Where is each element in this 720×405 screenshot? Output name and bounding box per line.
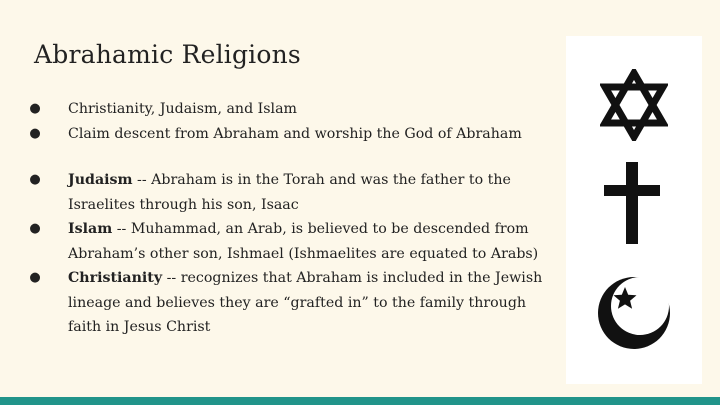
bullet-icon: ● <box>29 125 41 141</box>
intro-bullet-list <box>26 97 566 146</box>
christian-cross-icon <box>602 160 662 246</box>
list-item <box>26 97 566 122</box>
list-item-christianity <box>26 266 556 340</box>
bullet-icon: ● <box>29 172 41 187</box>
list-item-text: Christianity, Judaism, and Islam <box>68 101 297 117</box>
star-and-crescent-icon <box>596 273 674 351</box>
religious-symbols-panel <box>566 36 702 384</box>
star-of-david-icon <box>600 69 668 141</box>
religion-description: -- Abraham is in the Torah and was the father to the Israelites through his son, Isaac <box>68 172 511 213</box>
bullet-icon: ● <box>29 101 41 116</box>
list-item-text: Claim descent from Abraham and worship the God of Abraham <box>68 125 522 142</box>
religion-term: Christianity <box>68 270 163 286</box>
religion-term: Islam <box>68 221 113 237</box>
religion-description: -- recognizes that Abraham is included in the Jewish lineage and believes they are “grafted in” to the family through faith in Jesus Christ <box>68 270 543 335</box>
list-item-islam <box>26 217 556 266</box>
bullet-icon: ● <box>29 221 41 236</box>
religion-bullet-list <box>26 168 556 340</box>
slide-title: Abrahamic Religions <box>34 40 301 69</box>
list-item <box>26 122 566 147</box>
footer-accent-bar <box>0 397 720 405</box>
religion-term: Judaism <box>68 172 133 188</box>
religion-description: -- Muhammad, an Arab, is believed to be descended from Abraham’s other son, Ishmael (Ishmaelites are equated to Arabs) <box>68 221 539 262</box>
bullet-icon: ● <box>29 270 41 285</box>
list-item-judaism <box>26 168 556 217</box>
